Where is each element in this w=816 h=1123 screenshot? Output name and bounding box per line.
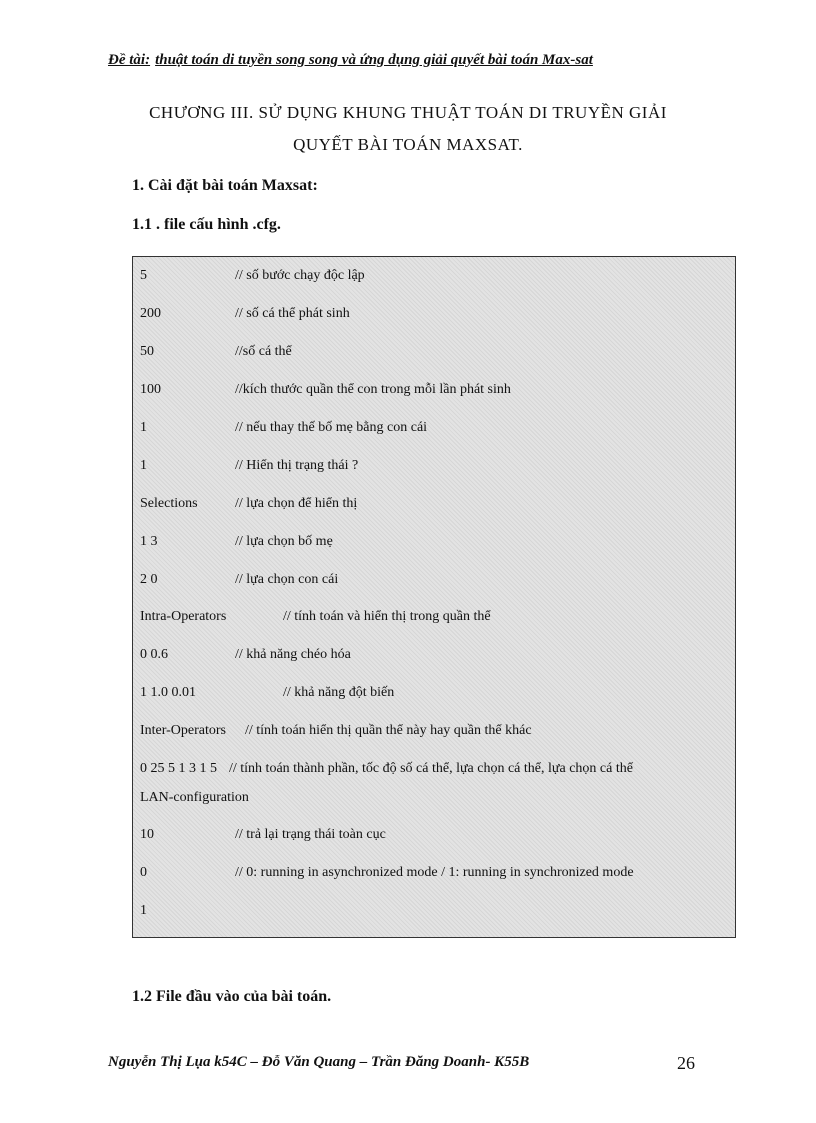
config-value: 1 [140,458,147,473]
config-value: Inter-Operators [140,723,227,738]
config-value: Intra-Operators [140,609,227,624]
config-comment: //số cá thể [235,344,292,359]
config-comment: // tính toán hiển thị quần thể này hay quần thể khác [245,723,532,738]
chapter-title-line-1: CHƯƠNG III. SỬ DỤNG KHUNG THUẬT TOÁN DI TRUYỀN GIẢI [149,103,667,122]
config-value: 50 [140,344,154,359]
config-value: 1 3 [140,534,158,549]
config-value: 1 [140,420,147,435]
section-heading-1: 1. Cài đặt bài toán Maxsat: [132,177,318,194]
config-value: 0 0.6 [140,647,168,662]
config-comment: // lựa chọn con cái [235,572,339,587]
config-comment: // 0: running in asynchronized mode / 1: running in synchronized mode [235,865,634,880]
config-comment: // trả lại trạng thái toàn cục [235,827,386,842]
header-title: thuật toán di tuyền song song và ứng dụng giải quyết bài toán Max-sat [155,52,593,68]
config-value: 100 [140,382,161,397]
config-value: 200 [140,306,161,321]
config-value: 1 [140,903,147,918]
config-comment: // lựa chọn để hiển thị [235,496,358,511]
section-heading-1-1: 1.1 . file cấu hình .cfg. [132,216,281,233]
config-value: 0 25 5 1 3 1 5 [140,761,217,776]
config-comment: // tính toán và hiển thị trong quần thể [283,609,491,624]
config-value: 2 0 [140,572,158,587]
config-value: 10 [140,827,154,842]
config-comment: // lựa chọn bố mẹ [235,534,333,549]
config-comment: //kích thước quần thể con trong mỗi lần phát sinh [235,382,511,397]
page-number: 26 [677,1053,695,1073]
config-value: LAN-configuration [140,790,249,805]
config-comment: // khả năng chéo hóa [235,647,351,662]
header-label: Đề tài: [108,52,151,68]
section-heading-1-2: 1.2 File đầu vào của bài toán. [132,988,332,1005]
config-comment: // tính toán thành phần, tốc độ số cá thể, lựa chọn cá thể, lựa chọn cá thể [229,761,633,776]
config-value: 5 [140,268,147,283]
config-comment: // khả năng đột biến [283,685,395,700]
config-comment: // nếu thay thế bố mẹ bằng con cái [235,420,428,435]
config-file-box [132,256,736,938]
config-comment: // số bước chạy độc lập [235,268,365,283]
config-comment: // Hiển thị trạng thái ? [235,458,359,473]
config-value: 1 1.0 0.01 [140,685,196,700]
chapter-title-line-2: QUYẾT BÀI TOÁN MAXSAT. [293,135,523,154]
config-value: Selections [140,496,198,511]
config-comment: // số cá thể phát sinh [235,306,350,321]
config-value: 0 [140,865,147,880]
footer-authors: Nguyễn Thị Lụa k54C – Đỗ Văn Quang – Trần Đăng Doanh- K55B [108,1054,530,1070]
document-header [108,52,593,69]
